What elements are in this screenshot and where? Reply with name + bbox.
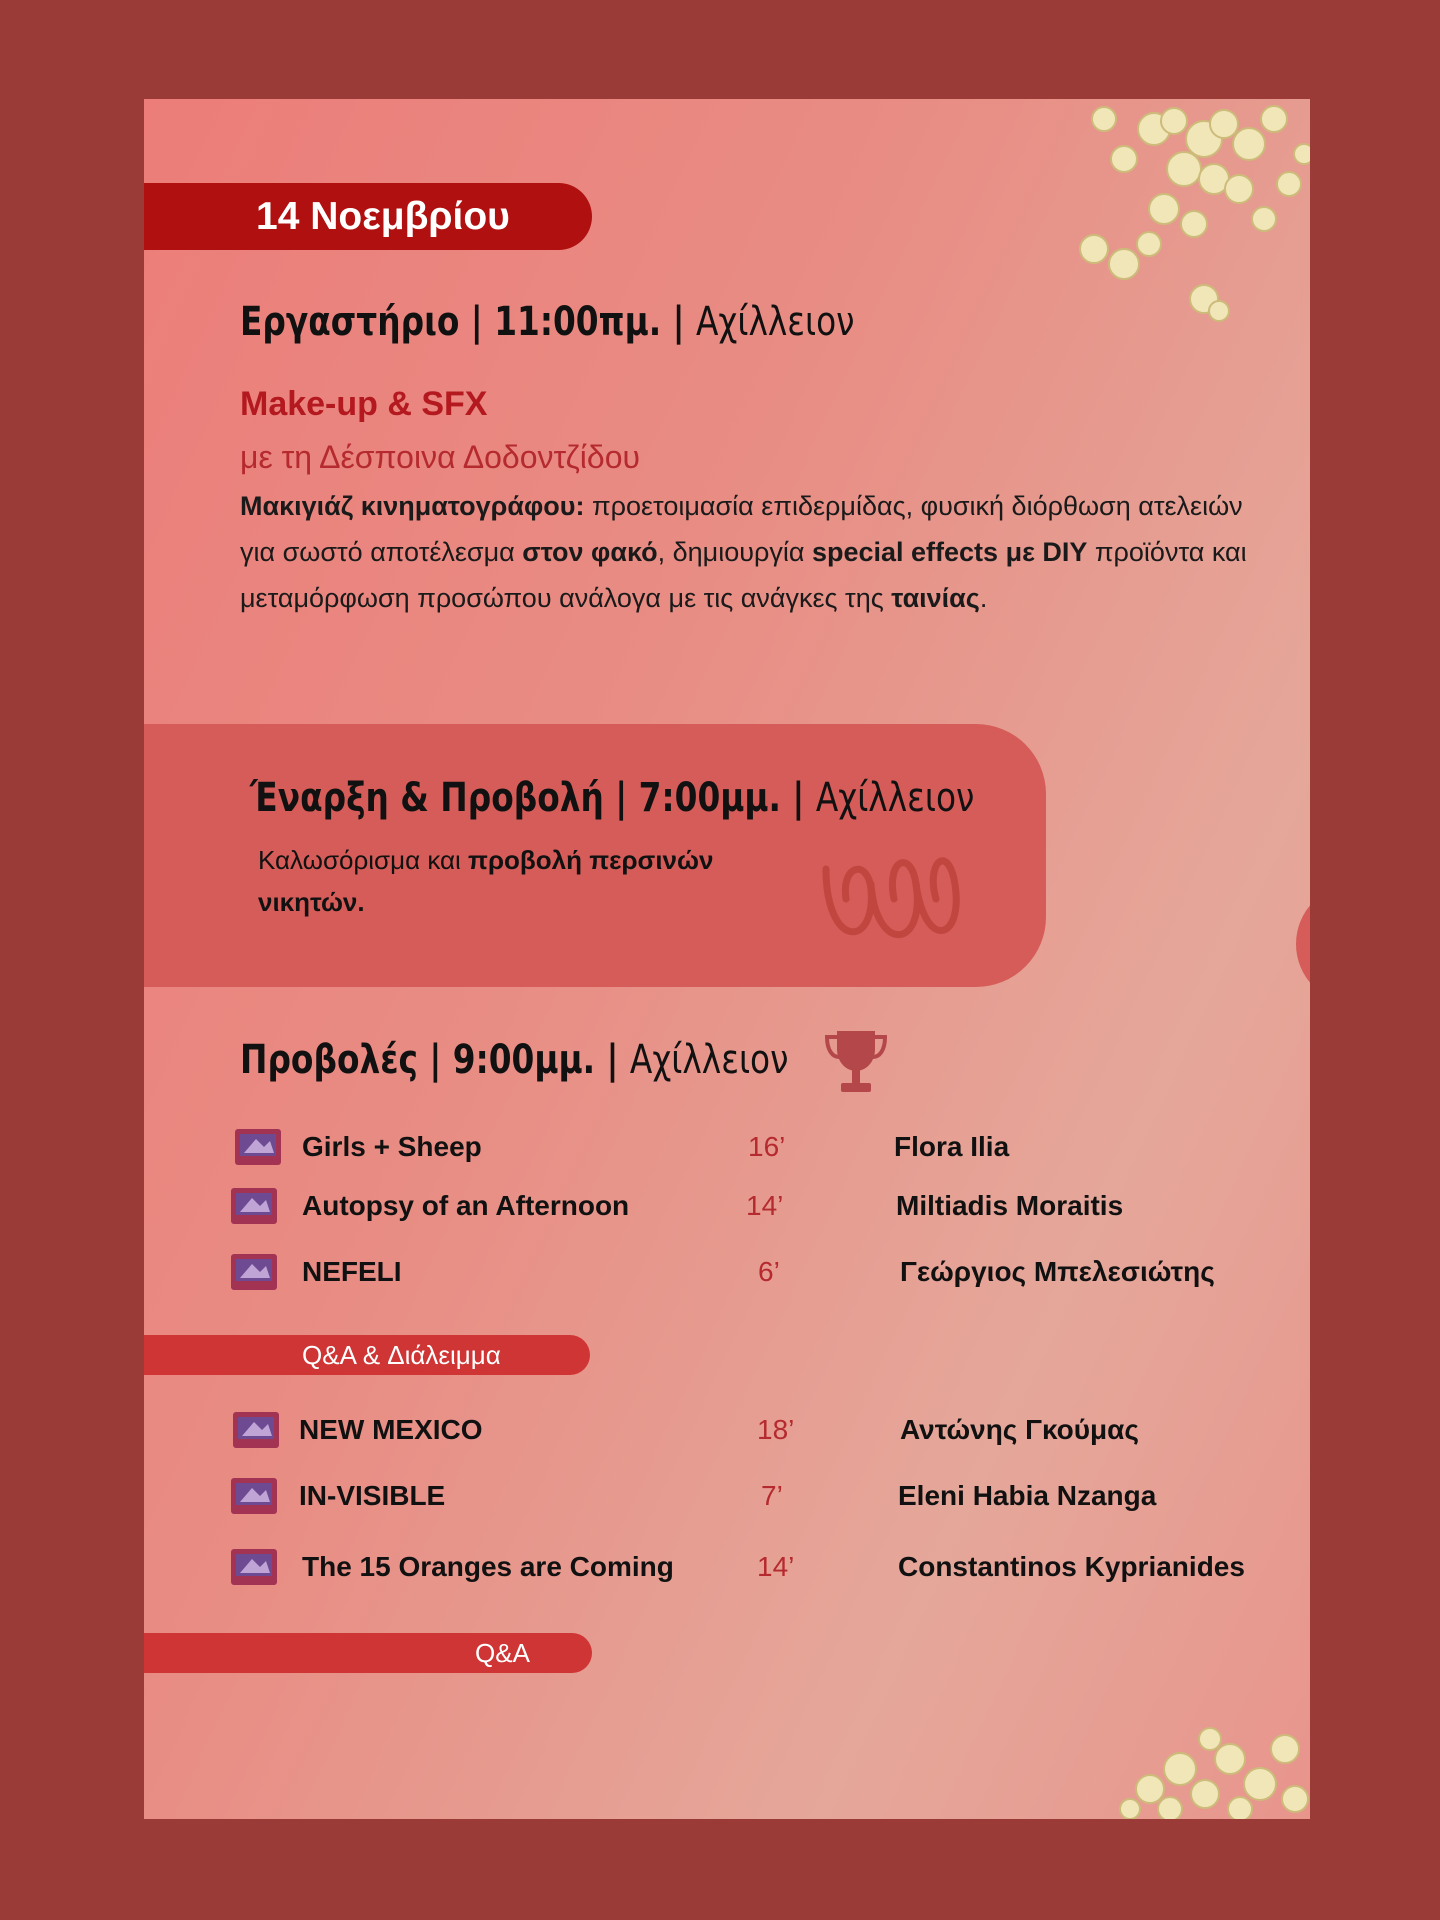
film-row bbox=[144, 1474, 1310, 1524]
screenings-heading: Προβολές | 9:00μμ. | Αχίλλειον bbox=[240, 1037, 789, 1083]
date-label: 14 Νοεμβρίου bbox=[256, 194, 510, 238]
decorative-shape bbox=[1296, 884, 1310, 1004]
film-row bbox=[144, 1184, 1310, 1234]
film-clapper-icon bbox=[232, 1408, 280, 1450]
film-clapper-icon bbox=[230, 1250, 278, 1292]
film-title: The 15 Oranges are Coming bbox=[302, 1551, 674, 1582]
workshop-instructor: με τη Δέσποινα Δοδοντζίδου bbox=[240, 439, 640, 475]
film-reel-swirl-icon bbox=[816, 839, 966, 959]
film-title: Autopsy of an Afternoon bbox=[302, 1190, 630, 1221]
film-director: Γεώργιος Μπελεσιώτης bbox=[900, 1256, 1215, 1287]
qa-label: Q&A bbox=[475, 1637, 530, 1668]
film-title: IN-VISIBLE bbox=[299, 1480, 446, 1511]
qa-banner bbox=[144, 1633, 592, 1673]
date-banner bbox=[144, 183, 592, 250]
film-title: Girls + Sheep bbox=[302, 1131, 482, 1162]
workshop-description: Μακιγιάζ κινηματογράφου: προετοιμασία επιδερμίδας, φυσική διόρθωση ατελειών για σωστό αποτέλεσμα στον φακό, δημιουργία special effects με DIY προϊόντα και μεταμόρφωση προσώπου ανάλογα με τις ανάγκες της ταινίας. bbox=[240, 491, 1247, 613]
film-clapper-icon bbox=[230, 1545, 278, 1587]
film-duration: 14’ bbox=[757, 1551, 795, 1582]
break-label: Q&A & Διάλειμμα bbox=[302, 1339, 501, 1370]
film-duration: 7’ bbox=[761, 1480, 783, 1511]
film-director: Miltiadis Moraitis bbox=[896, 1190, 1124, 1221]
film-row bbox=[144, 1545, 1310, 1595]
film-duration: 14’ bbox=[746, 1190, 784, 1221]
film-row bbox=[144, 1408, 1310, 1458]
workshop-heading: Εργαστήριο | 11:00πμ. | Αχίλλειον bbox=[240, 299, 855, 345]
popcorn-decoration-bottom bbox=[1110, 1719, 1310, 1819]
film-director: Flora Ilia bbox=[894, 1131, 1010, 1162]
workshop-title: Make-up & SFX bbox=[240, 385, 488, 423]
film-clapper-icon bbox=[230, 1184, 278, 1226]
film-row bbox=[144, 1250, 1310, 1300]
film-director: Eleni Habia Nzanga bbox=[898, 1480, 1157, 1511]
break-banner bbox=[144, 1335, 590, 1375]
film-director: Αντώνης Γκούμας bbox=[900, 1414, 1139, 1445]
film-title: NEW MEXICO bbox=[299, 1414, 483, 1445]
film-director: Constantinos Kyprianides bbox=[898, 1551, 1245, 1582]
film-row bbox=[144, 1125, 1310, 1175]
trophy-icon bbox=[825, 1029, 887, 1095]
film-duration: 16’ bbox=[748, 1131, 786, 1162]
film-duration: 6’ bbox=[758, 1256, 780, 1287]
film-clapper-icon bbox=[230, 1474, 278, 1516]
film-title: NEFELI bbox=[302, 1256, 402, 1287]
popcorn-decoration-top bbox=[1004, 99, 1310, 339]
program-poster bbox=[144, 99, 1310, 1819]
film-clapper-icon bbox=[234, 1125, 282, 1167]
opening-description: Καλωσόρισμα και προβολή περσινών νικητών. bbox=[258, 845, 714, 917]
opening-heading: Έναρξη & Προβολή | 7:00μμ. | Αχίλλειον bbox=[250, 775, 975, 821]
film-duration: 18’ bbox=[757, 1414, 795, 1445]
